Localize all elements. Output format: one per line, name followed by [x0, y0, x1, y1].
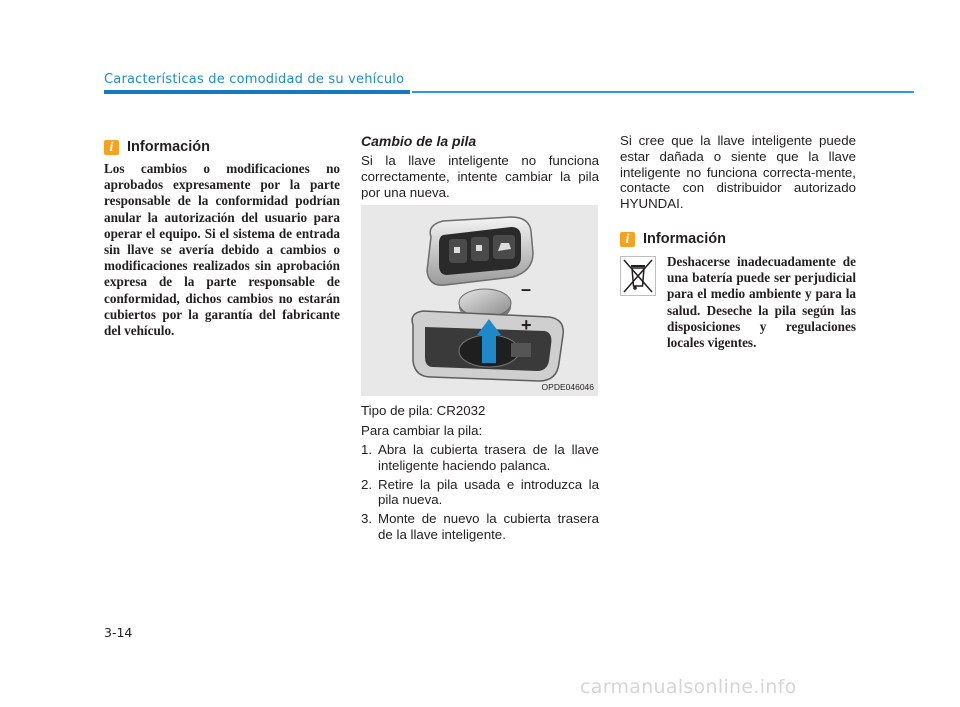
section-title: Características de comodidad de su vehículo: [104, 72, 405, 87]
crossed-out-wheelie-bin-icon: [620, 256, 656, 296]
damaged-key-text: Si cree que la llave inteligente puede estar dañada o siente que la llave inteligente no funciona correcta-mente, contacte con distribuidor autorizado HYUNDAI.: [620, 133, 856, 212]
figure-code: OPDE046046: [541, 382, 594, 392]
info-heading-left: [104, 139, 210, 155]
info-body-left: Los cambios o modificaciones no aprobados expresamente por la parte responsable de la conformidad podrían anular la autorización del usuario para operar el equipo. Si el sistema de entrada sin llave se avería debido a cambios o modificaciones realizados sin aprobación expresa de la parte responsable de conformidad, dichos cambios no estarán cubiertos por la garantía del fabricante del vehículo.: [104, 161, 340, 339]
battery-steps: [361, 442, 599, 546]
battery-intro: Si la llave inteligente no funciona correctamente, intente cambiar la pila por una nueva.: [361, 153, 599, 200]
info-title: Información: [643, 231, 726, 247]
disposal-info-body: Deshacerse inadecuadamente de una batería puede ser perjudicial para el medio ambiente y para la salud. Deseche la pila según las disposiciones y regulaciones locales vigentes.: [667, 254, 856, 351]
smart-key-illustration: [361, 205, 598, 396]
watermark: carmanualsonline.info: [580, 676, 797, 698]
figure-minus-sign: –: [521, 279, 532, 299]
info-icon: i: [620, 232, 635, 247]
info-heading-right: [620, 231, 726, 247]
red-hyphen: -: [810, 164, 816, 180]
header-rule-light: [412, 91, 914, 93]
step-item: 3. Monte de nuevo la cubierta trasera de la llave inteligente.: [361, 511, 599, 542]
key-fob: [427, 217, 533, 285]
battery-section-title: Cambio de la pila: [361, 133, 477, 149]
info-title: Información: [127, 139, 210, 155]
step-item: 2. Retire la pila usada e introduzca la pila nueva.: [361, 476, 599, 508]
header-rule-dark: [104, 90, 410, 94]
steps-intro: Para cambiar la pila:: [361, 423, 483, 438]
battery-type: Tipo de pila: CR2032: [361, 403, 486, 418]
figure-plus-sign: +: [521, 315, 532, 335]
smart-key-figure: [361, 205, 598, 396]
page-number: 3-14: [104, 625, 133, 640]
info-icon: i: [104, 140, 119, 155]
step-item: 1. Abra la cubierta trasera de la llave inteligente haciendo palanca.: [361, 442, 599, 473]
